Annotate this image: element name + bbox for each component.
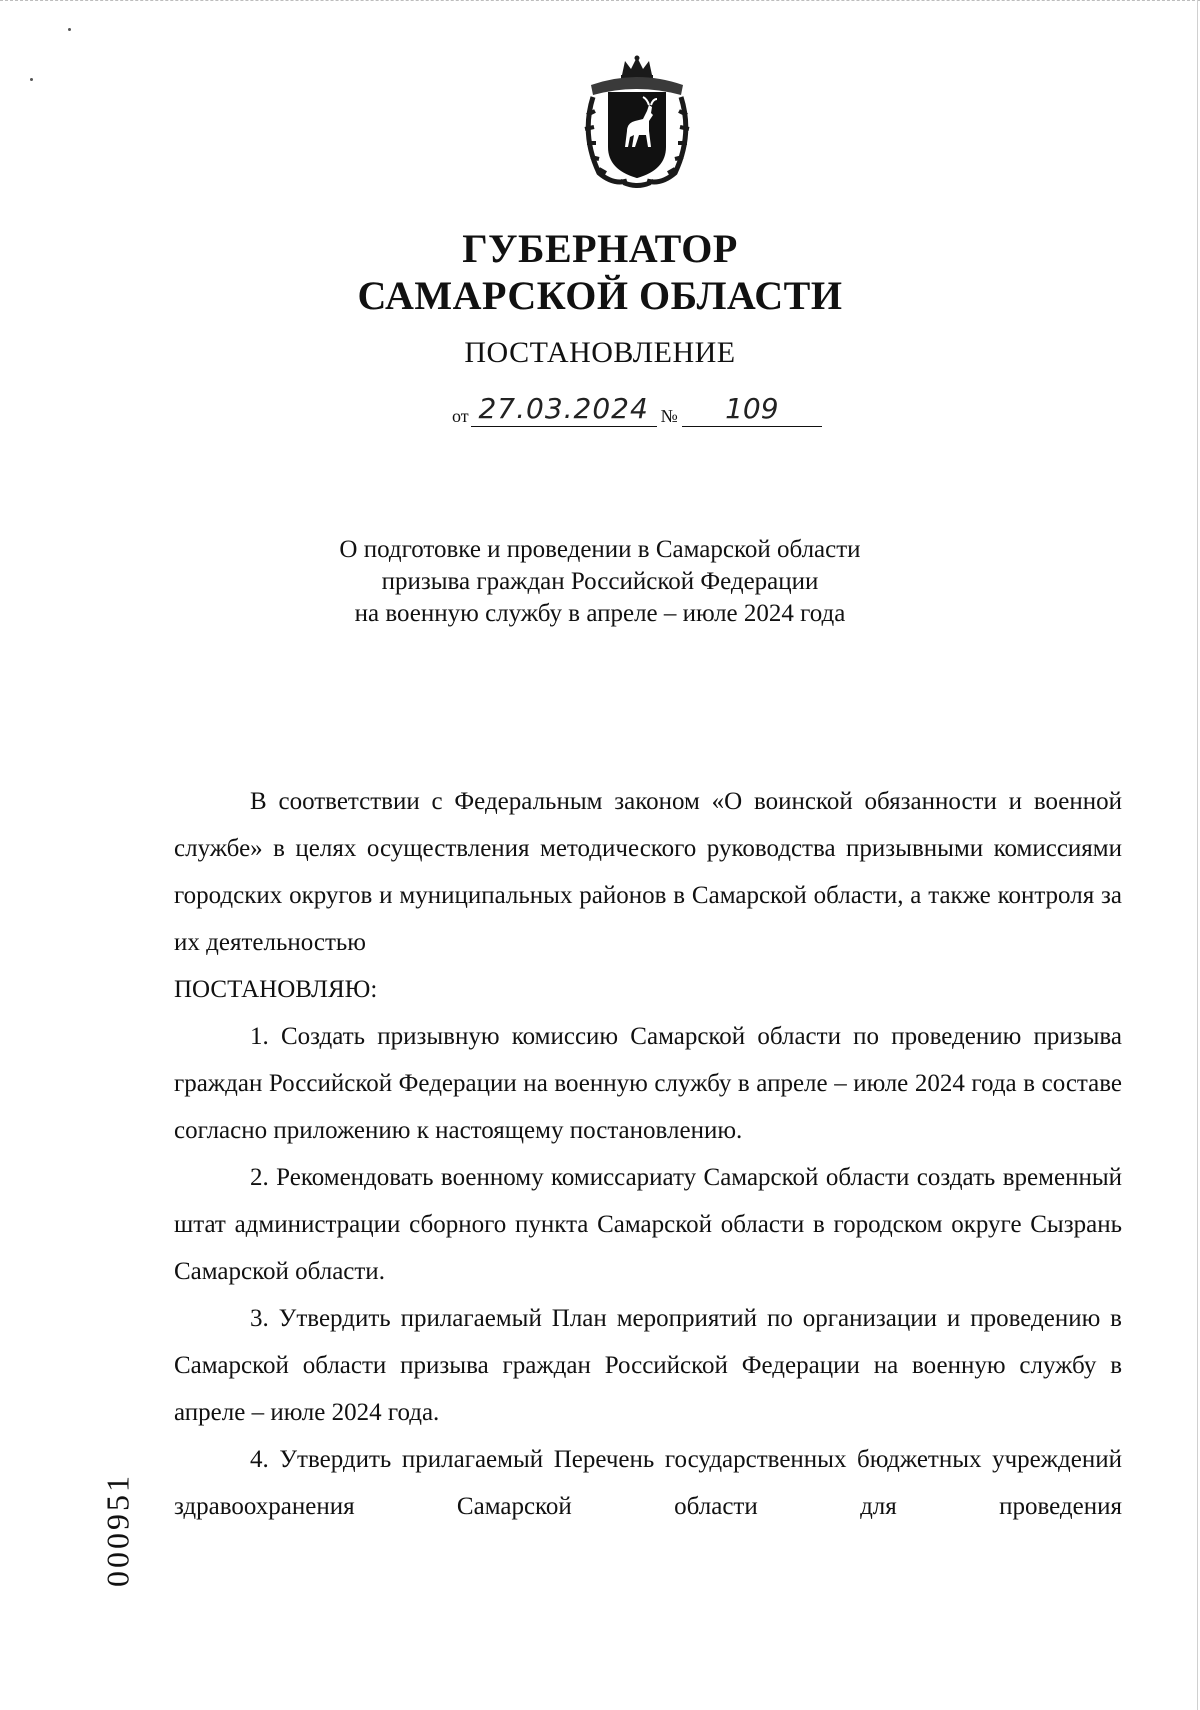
margin-serial-stamp bbox=[88, 1455, 148, 1605]
scan-speck bbox=[30, 78, 33, 81]
document-subject bbox=[0, 534, 1200, 630]
issuer-region: САМАРСКОЙ ОБЛАСТИ bbox=[357, 273, 843, 318]
clause-4: 4. Утвердить прилагаемый Перечень государственных бюджетных учреждений здравоохранения Самарской области для проведения bbox=[174, 1446, 1122, 1520]
document-type: ПОСТАНОВЛЕНИЕ bbox=[464, 336, 736, 369]
document-body bbox=[174, 778, 1122, 1530]
document-number: 109 bbox=[682, 392, 822, 427]
scan-speck bbox=[68, 28, 71, 31]
document-date: 27.03.2024 bbox=[471, 392, 657, 427]
clause-2: 2. Рекомендовать военному комиссариату Самарской области создать временный штат администрации сборного пункта Самарской области в городском округе Сызрань Самарской области. bbox=[174, 1164, 1122, 1285]
subject-line: призыва граждан Российской Федерации bbox=[381, 568, 819, 595]
date-label: от bbox=[452, 406, 469, 426]
number-label: № bbox=[660, 406, 678, 426]
subject-line: О подготовке и проведении в Самарской области bbox=[339, 536, 861, 563]
scan-edge-top bbox=[0, 0, 1200, 2]
date-number-line bbox=[452, 392, 822, 432]
subject-line: на военную службу в апреле – июле 2024 года bbox=[354, 600, 846, 627]
clause-3: 3. Утвердить прилагаемый План мероприятий по организации и проведению в Самарской области призыва граждан Российской Федерации на военную службу в апреле – июле 2024 года. bbox=[174, 1305, 1122, 1426]
samara-oblast-coat-of-arms-icon bbox=[577, 55, 697, 190]
margin-serial-number: 000951 bbox=[99, 1473, 136, 1587]
resolution-word: ПОСТАНОВЛЯЮ: bbox=[174, 976, 378, 1003]
issuer-title: ГУБЕРНАТОР bbox=[462, 226, 738, 271]
clause-1: 1. Создать призывную комиссию Самарской области по проведению призыва граждан Российской Федерации на военную службу в апреле – июле 2024 года в составе согласно приложению к настоящему постановлению. bbox=[174, 1023, 1122, 1144]
preamble-paragraph: В соответствии с Федеральным законом «О воинской обязанности и военной службе» в целях осуществления методического руководства призывными комиссиями городских округов и муниципальных районов в Самарской области, а также контроля за их деятельностью bbox=[174, 788, 1122, 956]
